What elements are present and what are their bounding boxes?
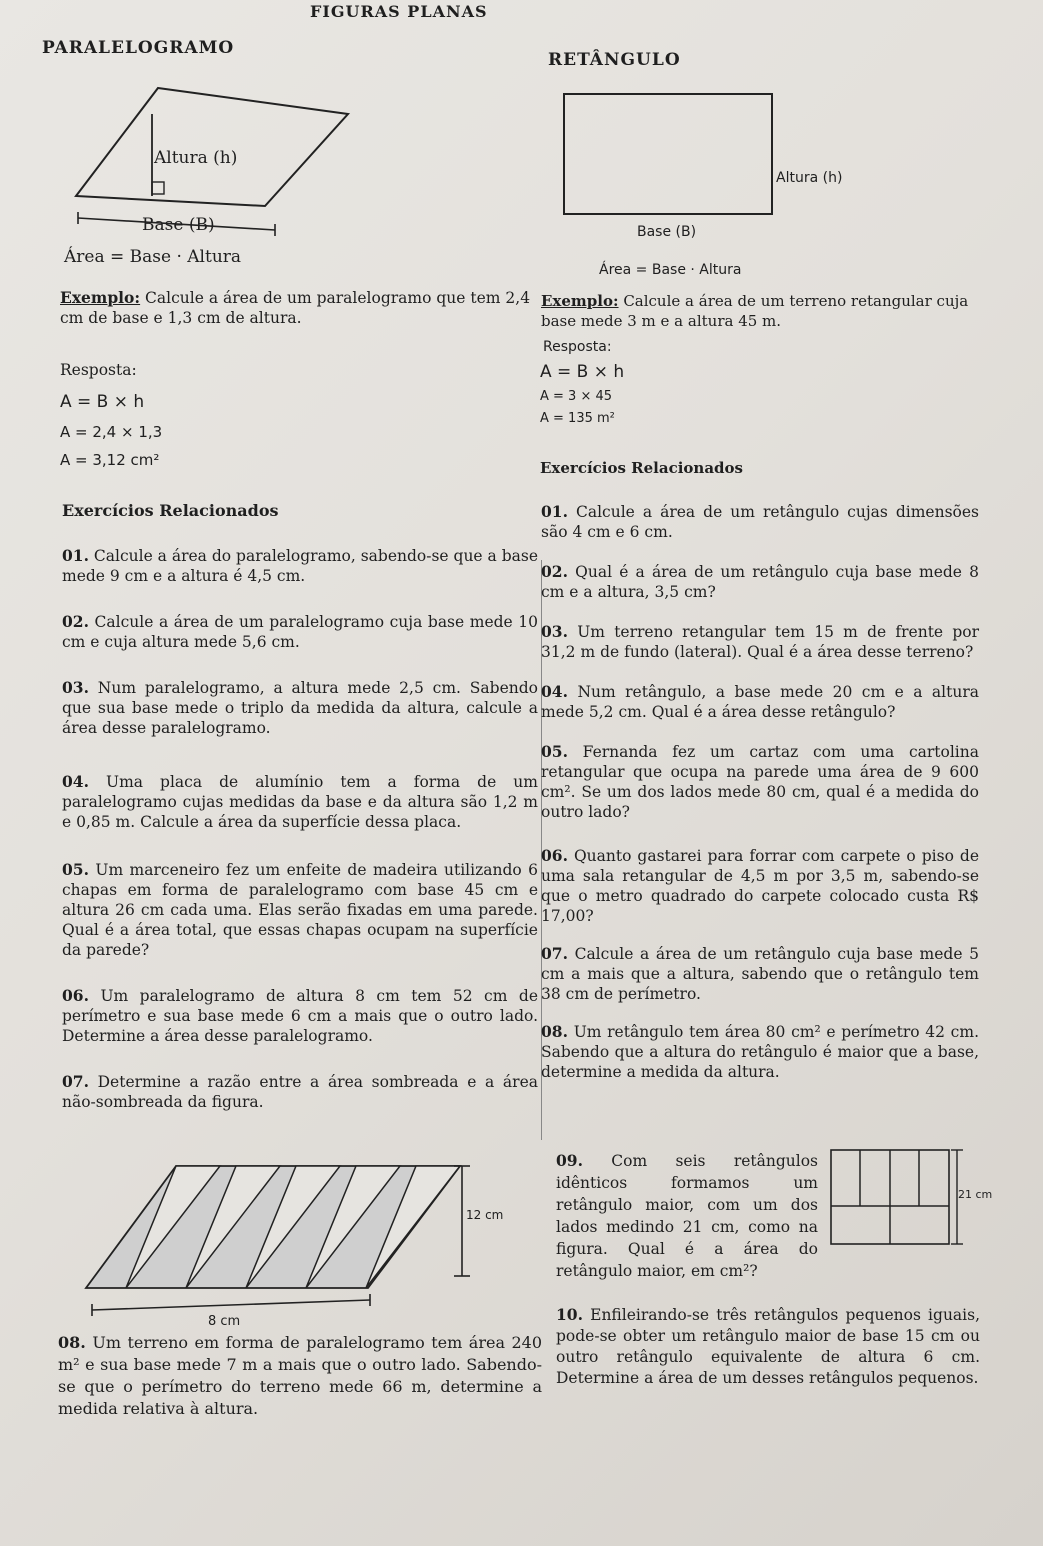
- right-exercise: [556, 1304, 980, 1389]
- exercise-text: Um terreno retangular tem 15 m de frente por 31,2 m de fundo (lateral). Qual é a área desse terreno?: [541, 623, 979, 661]
- exercise-text: Um paralelogramo de altura 8 cm tem 52 cm de perímetro e sua base mede 6 cm a mais que o outro lado. Determine a área desse paralelogramo.: [62, 987, 538, 1045]
- right-exercise: [541, 1022, 979, 1082]
- exercise-text: Uma placa de alumínio tem a forma de um paralelogramo cujas medidas da base e da altura são 1,2 m e 0,85 m. Calcule a área da superfície dessa placa.: [62, 773, 538, 831]
- right-answer-label: Resposta:: [543, 339, 612, 355]
- left-answer-line: A = 3,12 cm²: [60, 451, 160, 469]
- right-example-label: Exemplo:: [541, 292, 619, 310]
- exercise-number: 08.: [58, 1333, 86, 1352]
- left-exercise: [62, 772, 538, 832]
- exercise-text: Calcule a área do paralelogramo, sabendo-se que a base mede 9 cm e a altura é 4,5 cm.: [62, 547, 538, 585]
- exercise-text: Calcule a área de um retângulo cujas dimensões são 4 cm e 6 cm.: [541, 503, 979, 541]
- left-exercise: [62, 612, 538, 652]
- exercise-number: 05.: [541, 742, 568, 761]
- exercise-number: 03.: [62, 678, 89, 697]
- fig07-height-label: 12 cm: [466, 1208, 504, 1222]
- exercise-text: Um retângulo tem área 80 cm² e perímetro 42 cm. Sabendo que a altura do retângulo é maior que a base, determine a medida da altura.: [541, 1023, 979, 1081]
- left-exercise: [62, 678, 538, 738]
- parallelogram-formula: Área = Base · Altura: [64, 247, 242, 267]
- left-example-label: Exemplo:: [60, 288, 141, 307]
- exercise-text: Calcule a área de um paralelogramo cuja base mede 10 cm e cuja altura mede 5,6 cm.: [62, 613, 538, 651]
- right-exercise: [541, 622, 979, 662]
- exercise-number: 08.: [541, 1022, 568, 1041]
- right-exercise: [541, 682, 979, 722]
- rectangle-base-label: Base (B): [637, 224, 697, 240]
- right-exercise: [541, 562, 979, 602]
- exercise-number: 07.: [541, 944, 568, 963]
- left-exercises-heading: Exercícios Relacionados: [62, 501, 279, 520]
- right-answer-line: A = 135 m²: [540, 411, 615, 426]
- exercise-text: Com seis retângulos idênticos formamos um retângulo maior, com um dos lados medindo 21 cm, como na figura. Qual é a área do retângulo maior, em cm²?: [556, 1152, 818, 1280]
- left-answer-line: A = B × h: [60, 392, 145, 412]
- exercise-number: 02.: [62, 612, 89, 631]
- exercise-text: Um marceneiro fez um enfeite de madeira utilizando 6 chapas em forma de paralelogramo com base 45 cm e altura 26 cm cada uma. Elas serão fixadas em uma parede. Qual é a área total, que essas chapas ocupam na superfície da parede?: [62, 861, 538, 959]
- left-exercise: [62, 860, 538, 960]
- exercise-text: Um terreno em forma de paralelogramo tem área 240 m² e sua base mede 7 m a mais que o outro lado. Sabendo-se que o perímetro do terreno mede 66 m, determine a medida relativa à altura.: [58, 1333, 542, 1418]
- right-exercise: [541, 742, 979, 822]
- left-example-text: Calcule a área de um paralelogramo que tem 2,4 cm de base e 1,3 cm de altura.: [60, 289, 531, 327]
- parallelogram-base-label: Base (B): [142, 215, 215, 235]
- rectangle-diagram: [560, 90, 780, 230]
- right-exercise: [541, 846, 979, 926]
- exercise-number: 03.: [541, 622, 568, 641]
- right-exercise-10: [556, 1304, 980, 1403]
- exercise-text: Quanto gastarei para forrar com carpete o piso de uma sala retangular de 4,5 m por 3,5 m, sabendo-se que o metro quadrado do carpete colocado custa R$ 17,00?: [541, 847, 979, 925]
- left-exercise: [62, 986, 538, 1046]
- right-answer-line: A = B × h: [540, 362, 625, 382]
- shaded-parallelogram-figure: [80, 1160, 500, 1330]
- exercise-text: Calcule a área de um retângulo cuja base mede 5 cm a mais que a altura, sabendo que o retângulo tem 38 cm de perímetro.: [541, 945, 979, 1003]
- right-example-text: Calcule a área de um terreno retangular cuja base mede 3 m e a altura 45 m.: [541, 292, 969, 330]
- left-exercise: [62, 1072, 538, 1112]
- exercise-number: 02.: [541, 562, 568, 581]
- page-title: FIGURAS PLANAS: [310, 2, 488, 21]
- right-exercise-list: [541, 502, 979, 1096]
- left-exercise: [58, 1332, 542, 1420]
- exercise-number: 07.: [62, 1072, 89, 1091]
- exercise-number: 01.: [541, 502, 568, 521]
- exercise-number: 01.: [62, 546, 89, 565]
- exercise-number: 06.: [541, 846, 568, 865]
- fig09-side-label: 21 cm: [958, 1188, 993, 1201]
- rectangle-formula: Área = Base · Altura: [599, 262, 742, 278]
- exercise-number: 09.: [556, 1151, 583, 1170]
- rectangle-heading: RETÂNGULO: [548, 50, 681, 70]
- exercise-text: Num retângulo, a base mede 20 cm e a altura mede 5,2 cm. Qual é a área desse retângulo?: [541, 683, 979, 721]
- exercise-text: Num paralelogramo, a altura mede 2,5 cm. Sabendo que sua base mede o triplo da medida da altura, calcule a área desse paralelogramo.: [62, 679, 538, 737]
- exercise-text: Qual é a área de um retângulo cuja base mede 8 cm e a altura, 3,5 cm?: [541, 563, 979, 601]
- right-exercise: [556, 1150, 818, 1282]
- parallelogram-heading: PARALELOGRAMO: [42, 38, 235, 58]
- left-exercise-list: [62, 546, 538, 1126]
- right-exercise: [541, 502, 979, 542]
- right-answer-line: A = 3 × 45: [540, 389, 613, 404]
- six-rectangles-figure: [825, 1144, 975, 1254]
- parallelogram-height-label: Altura (h): [154, 148, 238, 168]
- left-answer-line: A = 2,4 × 1,3: [60, 423, 163, 441]
- exercise-number: 10.: [556, 1305, 583, 1324]
- exercise-number: 04.: [62, 772, 89, 791]
- right-exercise: [541, 944, 979, 1004]
- right-example: [541, 291, 971, 331]
- left-exercise: [62, 546, 538, 586]
- right-exercises-heading: Exercícios Relacionados: [540, 459, 743, 477]
- exercise-number: 04.: [541, 682, 568, 701]
- exercise-number: 05.: [62, 860, 89, 879]
- left-answer-label: Resposta:: [60, 361, 137, 379]
- exercise-number: 06.: [62, 986, 89, 1005]
- exercise-text: Enfileirando-se três retângulos pequenos iguais, pode-se obter um retângulo maior de base 15 cm ou outro retângulo equivalente de altura 6 cm. Determine a área de um desses retângulos pequenos.: [556, 1306, 981, 1387]
- exercise-text: Fernanda fez um cartaz com uma cartolina retangular que ocupa na parede uma área de 9 600 cm². Se um dos lados mede 80 cm, qual é a medida do outro lado?: [541, 743, 979, 821]
- left-example: [60, 288, 538, 328]
- exercise-text: Determine a razão entre a área sombreada e a área não-sombreada da figura.: [62, 1073, 538, 1111]
- fig07-base-label: 8 cm: [208, 1314, 241, 1329]
- rectangle-height-label: Altura (h): [776, 170, 843, 186]
- left-exercise-08: [58, 1332, 542, 1434]
- right-exercise-09: [556, 1150, 818, 1296]
